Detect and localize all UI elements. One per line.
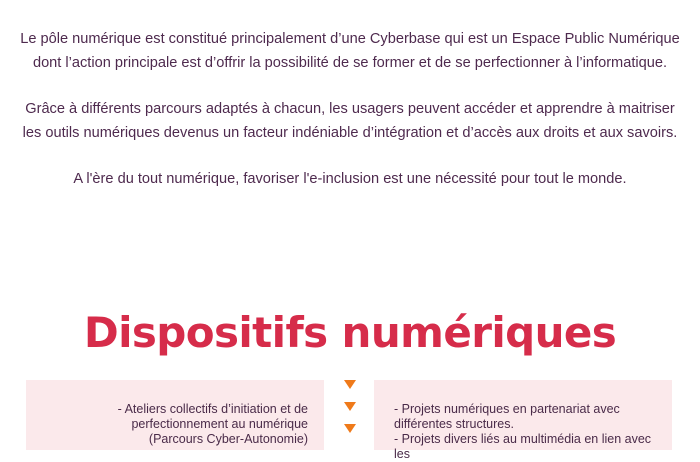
left-card-line: (Parcours Cyber-Autonomie) — [148, 432, 308, 446]
triangle-down-icon — [344, 402, 356, 411]
triangle-down-icon — [344, 380, 356, 389]
section-title: Dispositifs numériques — [83, 308, 617, 357]
right-card-body — [394, 402, 664, 462]
intro-paragraph-3: A l'ère du tout numérique, favoriser l'e-inclusion est une nécessité pour tout le monde. — [73, 171, 627, 188]
left-card-body — [48, 402, 308, 447]
right-card-line: différentes structures. — [394, 417, 514, 431]
left-card-line: - Ateliers collectifs d’initiation et de — [117, 402, 308, 416]
right-card-line: - Projets numériques en partenariat avec — [394, 402, 620, 416]
left-card-line: perfectionnement au numérique — [131, 417, 308, 431]
right-card — [374, 380, 672, 461]
intro-text — [20, 28, 680, 215]
right-card-line: - Projets divers liés au multimédia en lien avec les — [394, 432, 652, 461]
arrow-column — [342, 380, 358, 446]
triangle-down-icon — [344, 424, 356, 433]
left-card — [26, 380, 324, 450]
intro-paragraph-2: Grâce à différents parcours adaptés à chacun, les usagers peuvent accéder et apprendre à maitriser les outils numériques devenus un facteur indéniable d’intégration et d’accès aux droits et aux savoirs. — [22, 101, 678, 141]
intro-paragraph-1: Le pôle numérique est constitué principalement d’une Cyberbase qui est un Espace Public Numérique dont l’action principale est d’offrir la possibilité de se former et de se perfectionner à l’informatique. — [20, 31, 680, 71]
